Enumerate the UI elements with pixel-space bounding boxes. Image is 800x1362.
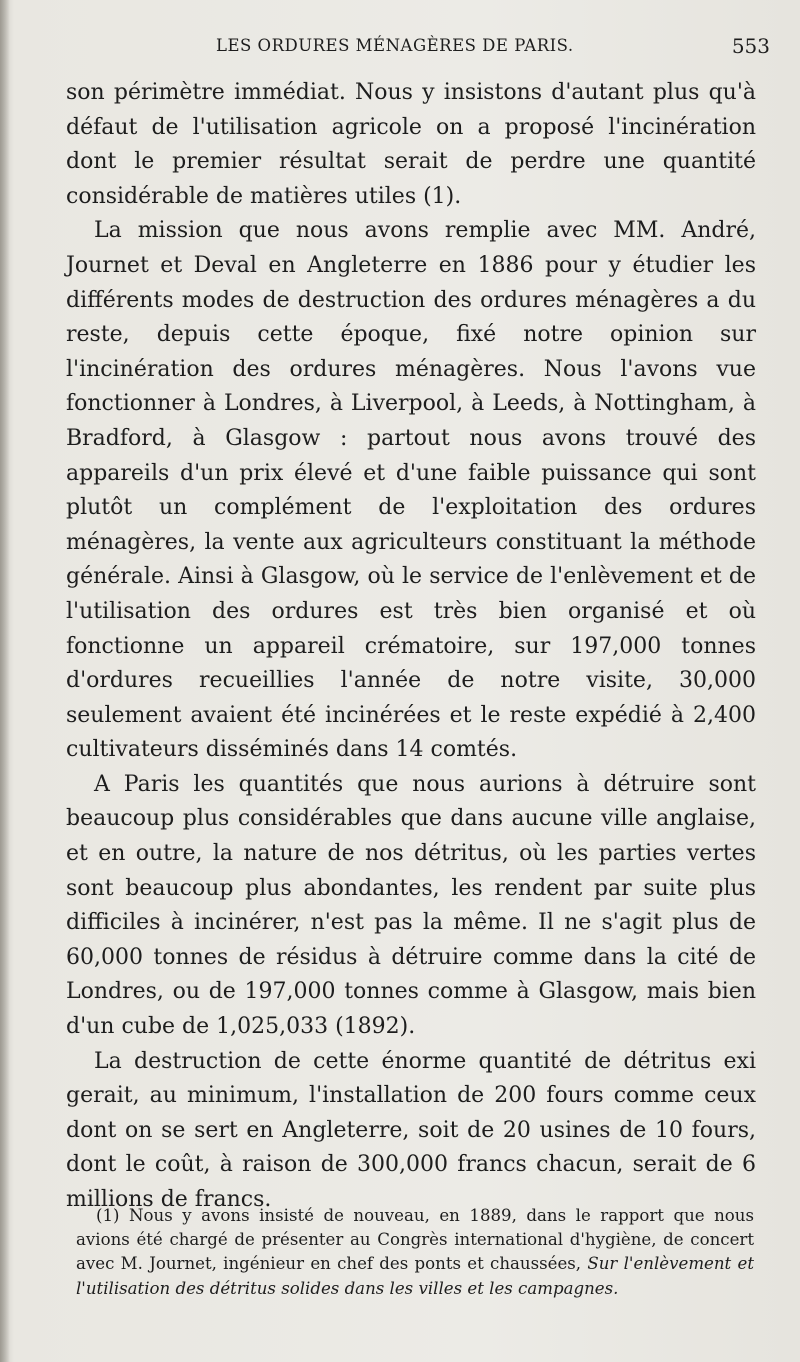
page-number: 553 [731,34,770,58]
body-text [66,76,756,1218]
footnote-text: (1) Nous y avons insisté de nouveau, en 1889, dans le rapport que nous avions été chargé de présenter au Congrès international d'hygiène, de concert avec M. Journet, ingénieur en chef des ponts et chaussées, [76,1206,754,1274]
running-head [66,36,770,66]
running-title: LES ORDURES MÉNAGÈRES DE PARIS. [216,36,574,55]
footnote-paragraph [76,1204,754,1301]
footnote-title: Sur l'enlèvement et l'utilisation des détritus solides dans les villes et les campagnes. [76,1254,754,1298]
paragraph-mission: La mission que nous avons remplie avec MM. André, Journet et Deval en Angleterre en 1886 pour y étudier les différents modes de destruction des ordures ménagères a du reste, depuis cette époque, fixé notre opinion sur l'incinération des ordures ménagères. Nous l'avons vue fonctionner à Londres, à Liverpool, à Leeds, à Nottingham, à Bradford, à Glasgow : partout nous avons trouvé des appareils d'un prix élevé et d'une faible puissance qui sont plutôt un complément de l'exploitation des ordures ménagères, la vente aux agriculteurs constituant la méthode générale. Ainsi à Glasgow, où le service de l'enlèvement et de l'utilisation des ordures est très bien organisé et où fonctionne un appareil crématoire, sur 197,000 tonnes d'ordures recueillies l'année de notre visite, 30,000 seulement avaient été incinérées et le reste expédié à 2,400 cultivateurs disséminés dans 14 comtés. [66,218,756,763]
footnote [76,1204,754,1301]
paragraph-continued: son périmètre immédiat. Nous y insistons d'autant plus qu'à défaut de l'utilisation agricole on a proposé l'incinération dont le premier résultat serait de perdre une quantité considérable de matières utiles (1). [66,80,756,209]
paragraph-destruction: La destruction de cette énorme quantité de détritus exi gerait, au minimum, l'installation de 200 fours comme ceux dont on se sert en Angleterre, soit de 20 usines de 10 fours, dont le coût, à raison de 300,000 francs chacun, serait de 6 millions de francs. [66,1048,756,1212]
paragraph-paris: A Paris les quantités que nous aurions à détruire sont beaucoup plus considérables que dans aucune ville anglaise, et en outre, la nature de nos détritus, où les parties vertes sont beaucoup plus abondantes, les rendent par suite plus difficiles à incinérer, n'est pas la même. Il ne s'agit plus de 60,000 tonnes de résidus à détruire comme dans la cité de Londres, ou de 197,000 tonnes comme à Glasgow, mais bien d'un cube de 1,025,033 (1892). [66,771,756,1040]
